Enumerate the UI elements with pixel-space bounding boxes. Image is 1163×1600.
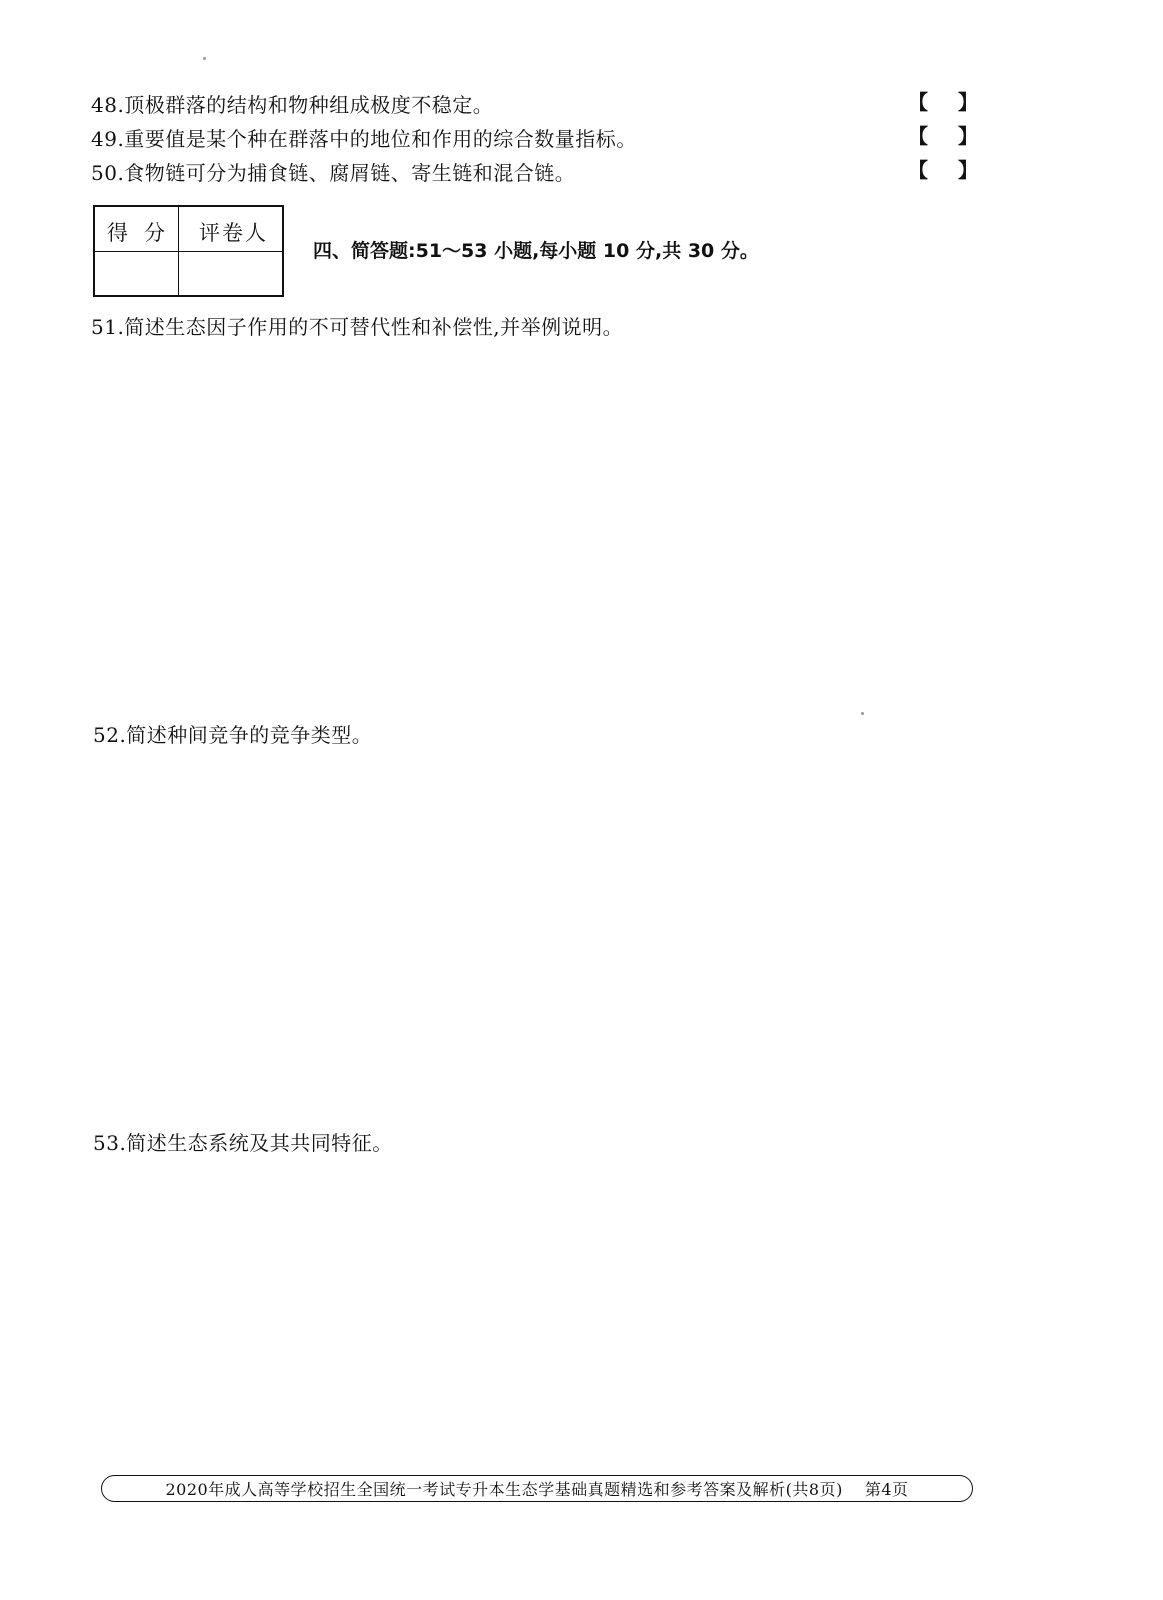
bracket-close: 】 xyxy=(958,90,978,114)
bracket-open: 【 xyxy=(908,158,928,182)
page-number: 第4页 xyxy=(864,1480,909,1499)
grader-header: 评卷人 xyxy=(199,221,268,245)
answer-bracket-48[interactable] xyxy=(908,86,978,115)
score-table xyxy=(93,205,284,297)
bracket-close: 】 xyxy=(958,124,978,148)
question-51: 51.简述生态因子作用的不可替代性和补偿性,并举例说明。 xyxy=(91,315,624,339)
score-cell[interactable] xyxy=(95,252,178,297)
answer-bracket-50[interactable] xyxy=(908,154,978,183)
question-53: 53.简述生态系统及其共同特征。 xyxy=(93,1131,393,1155)
bracket-open: 【 xyxy=(908,124,928,148)
question-49: 49.重要值是某个种在群落中的地位和作用的综合数量指标。 xyxy=(91,127,637,151)
question-52: 52.简述种间竞争的竞争类型。 xyxy=(93,723,373,747)
scan-speck xyxy=(203,57,206,60)
answer-bracket-49[interactable] xyxy=(908,120,978,149)
grader-cell[interactable] xyxy=(179,252,284,297)
question-50: 50.食物链可分为捕食链、腐屑链、寄生链和混合链。 xyxy=(91,161,576,185)
footer-title: 2020年成人高等学校招生全国统一考试专升本生态学基础真题精选和参考答案及解析(共8页) xyxy=(165,1480,843,1499)
bracket-open: 【 xyxy=(908,90,928,114)
section-title: 四、简答题:51～53 小题,每小题 10 分,共 30 分。 xyxy=(313,240,759,262)
scan-speck xyxy=(861,712,864,715)
score-header: 得分 xyxy=(107,221,181,245)
page-footer xyxy=(101,1475,973,1502)
bracket-close: 】 xyxy=(958,158,978,182)
question-48: 48.顶极群落的结构和物种组成极度不稳定。 xyxy=(91,93,494,117)
